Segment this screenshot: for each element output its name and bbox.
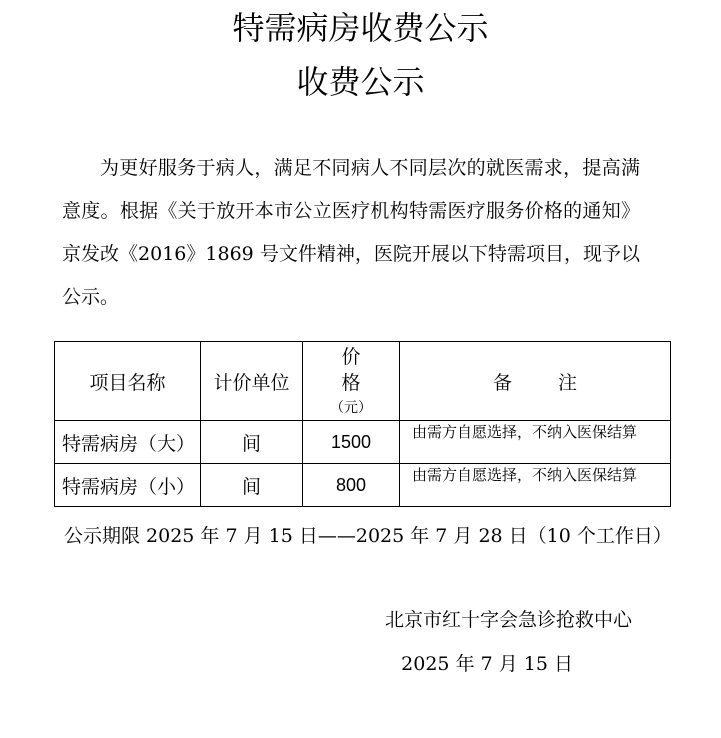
notice-period: 公示期限 2025 年 7 月 15 日——2025 年 7 月 28 日（10 个工作日） xyxy=(64,525,672,547)
fee-table xyxy=(54,341,671,507)
issuing-organization: 北京市红十字会急诊抢救中心 xyxy=(384,609,632,631)
cell-billing-unit: 间 xyxy=(201,464,303,507)
table-row xyxy=(55,464,671,507)
header-remark-label: 备注 xyxy=(492,371,623,394)
cell-billing-unit: 间 xyxy=(201,421,303,464)
header-price-label: 价格 xyxy=(341,346,387,394)
cell-price: 1500 xyxy=(303,421,400,464)
document-subtitle: 收费公示 xyxy=(296,63,425,101)
header-price-unit: （元） xyxy=(330,400,372,416)
header-price xyxy=(303,342,400,421)
header-remark xyxy=(400,342,671,421)
intro-paragraph: 为更好服务于病人，满足不同病人不同层次的就医需求，提高满意度。根据《关于放开本市公立医疗机构特需医疗服务价格的通知》京发改《2016》1869 号文件精神，医院开展以下特需项目，现予以公示。 xyxy=(62,157,640,308)
cell-remark: 由需方自愿选择，不纳入医保结算 xyxy=(400,464,671,507)
table-row xyxy=(55,421,671,464)
header-item-name: 项目名称 xyxy=(55,342,201,421)
cell-item-name: 特需病房（大） xyxy=(55,421,201,464)
cell-item-name: 特需病房（小） xyxy=(55,464,201,507)
document-title: 特需病房收费公示 xyxy=(232,9,489,47)
cell-price: 800 xyxy=(303,464,400,507)
header-billing-unit: 计价单位 xyxy=(201,342,303,421)
issue-date: 2025 年 7 月 15 日 xyxy=(401,653,573,675)
table-header-row xyxy=(55,342,671,421)
cell-remark: 由需方自愿选择，不纳入医保结算 xyxy=(400,421,671,464)
